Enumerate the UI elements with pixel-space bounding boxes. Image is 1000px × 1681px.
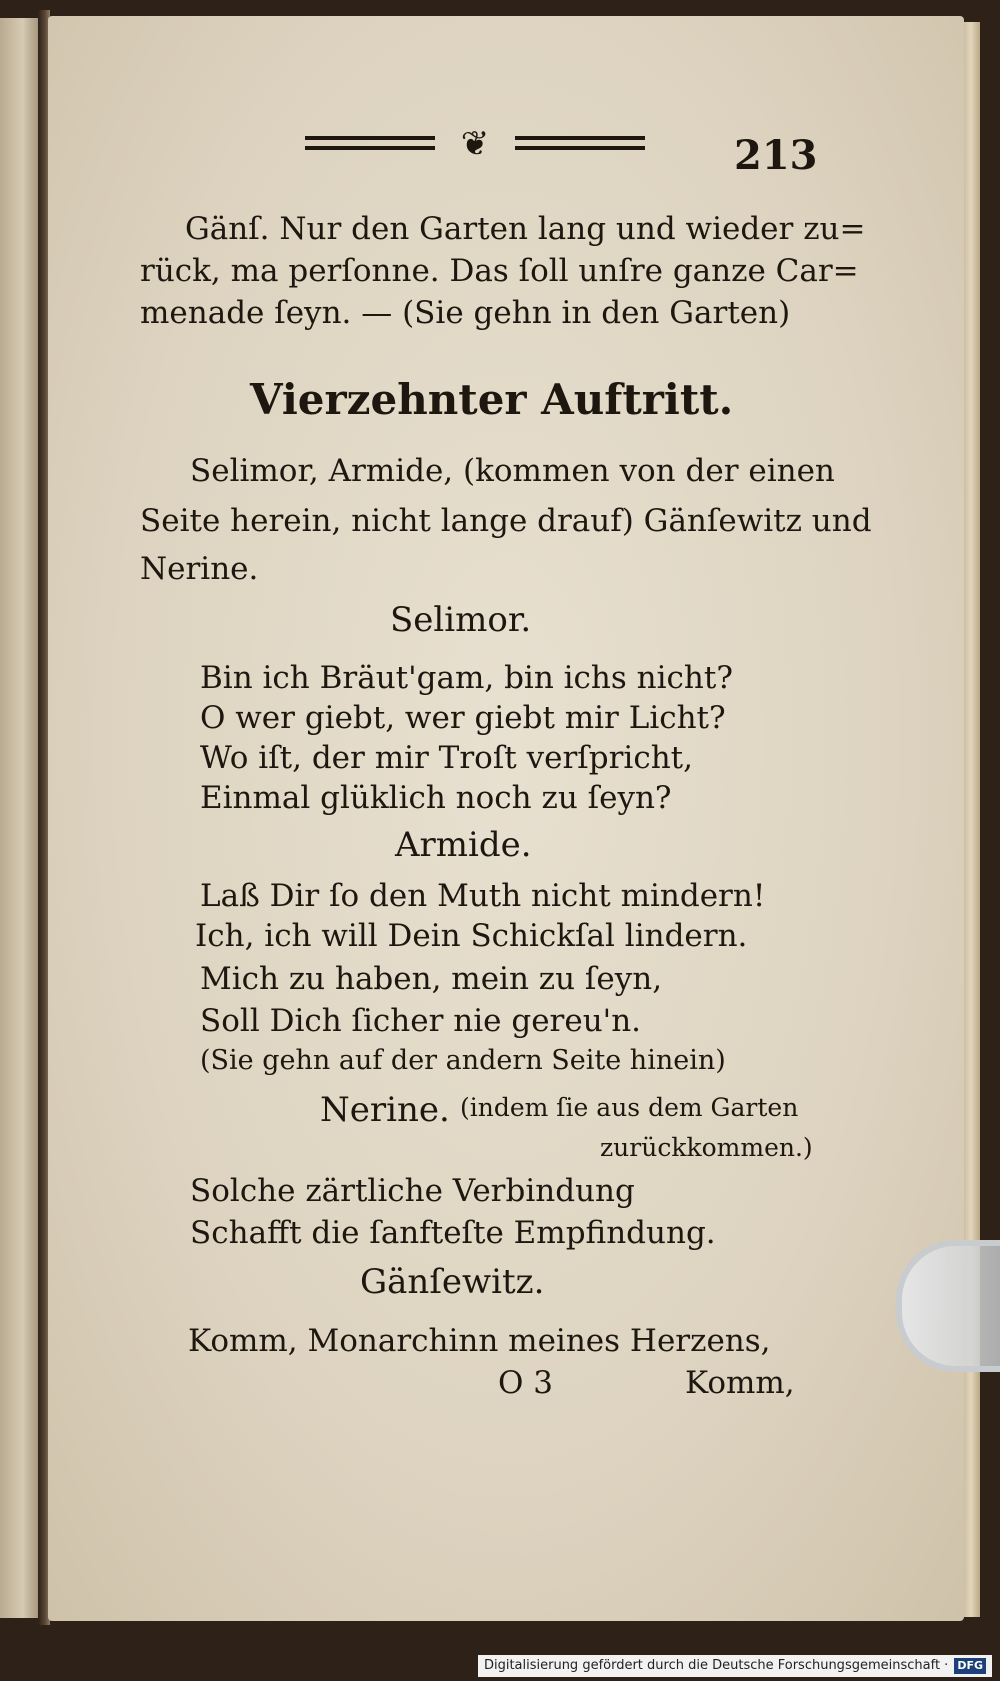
text-line: rück, ma perſonne. Das ſoll unſre ganze Car= bbox=[140, 253, 859, 289]
verse-line: Mich zu haben, mein zu ſeyn, bbox=[200, 961, 663, 997]
speaker-name: Gänſewitz. bbox=[360, 1262, 545, 1302]
fleuron-icon: ❦ bbox=[460, 124, 490, 164]
verse-line: Laß Dir ſo den Muth nicht mindern! bbox=[200, 878, 766, 914]
footer-text: Digitalisierung gefördert durch die Deutsche Forschungsgemeinschaft · bbox=[483, 1658, 949, 1673]
verse-line: Soll Dich ſicher nie gereu'n. bbox=[200, 1003, 642, 1039]
speaker-name: Armide. bbox=[395, 825, 532, 865]
ornament-rule-left-top bbox=[305, 136, 435, 140]
verse-line: Bin ich Bräut'gam, bin ichs nicht? bbox=[200, 660, 733, 696]
verse-line: Schafft die ſanfteſte Empfindung. bbox=[190, 1215, 716, 1251]
ornament-rule-right-bottom bbox=[515, 146, 645, 150]
speaker-name: Selimor. bbox=[390, 600, 532, 640]
verse-line: Wo iſt, der mir Troſt verſpricht, bbox=[200, 740, 693, 776]
header-ornament bbox=[305, 124, 645, 164]
catchword: Komm, bbox=[685, 1365, 795, 1401]
scene-heading: Vierzehnter Auftritt. bbox=[250, 375, 734, 424]
text-line: Gänſ. Nur den Garten lang und wieder zu= bbox=[185, 211, 866, 247]
cast-line: Seite herein, nicht lange drauf) Gänſewitz und bbox=[140, 503, 872, 539]
speaker-name: Nerine. bbox=[320, 1090, 450, 1130]
text-line: menade ſeyn. — (Sie gehn in den Garten) bbox=[140, 295, 791, 331]
dfg-logo-icon: DFG bbox=[954, 1658, 986, 1674]
footer-credit bbox=[478, 1655, 992, 1677]
stage-direction: (indem ſie aus dem Garten bbox=[460, 1093, 799, 1122]
cast-line: Selimor, Armide, (kommen von der einen bbox=[190, 453, 835, 489]
page-clip bbox=[896, 1240, 1000, 1372]
verse-line: Komm, Monarchinn meines Herzens, bbox=[188, 1323, 771, 1359]
stage-direction: (Sie gehn auf der andern Seite hinein) bbox=[200, 1045, 726, 1076]
left-page-edge bbox=[0, 18, 38, 1618]
verse-line: O wer giebt, wer giebt mir Licht? bbox=[200, 700, 726, 736]
page-number: 213 bbox=[734, 132, 818, 179]
stage-direction: zurückkommen.) bbox=[600, 1133, 813, 1162]
verse-line: Solche zärtliche Verbindung bbox=[190, 1173, 635, 1209]
verse-line: Ich, ich will Dein Schickſal lindern. bbox=[195, 918, 748, 954]
ornament-rule-right-top bbox=[515, 136, 645, 140]
ornament-rule-left-bottom bbox=[305, 146, 435, 150]
cast-line: Nerine. bbox=[140, 551, 259, 587]
signature-mark: O 3 bbox=[498, 1365, 553, 1401]
verse-line: Einmal glüklich noch zu ſeyn? bbox=[200, 780, 672, 816]
